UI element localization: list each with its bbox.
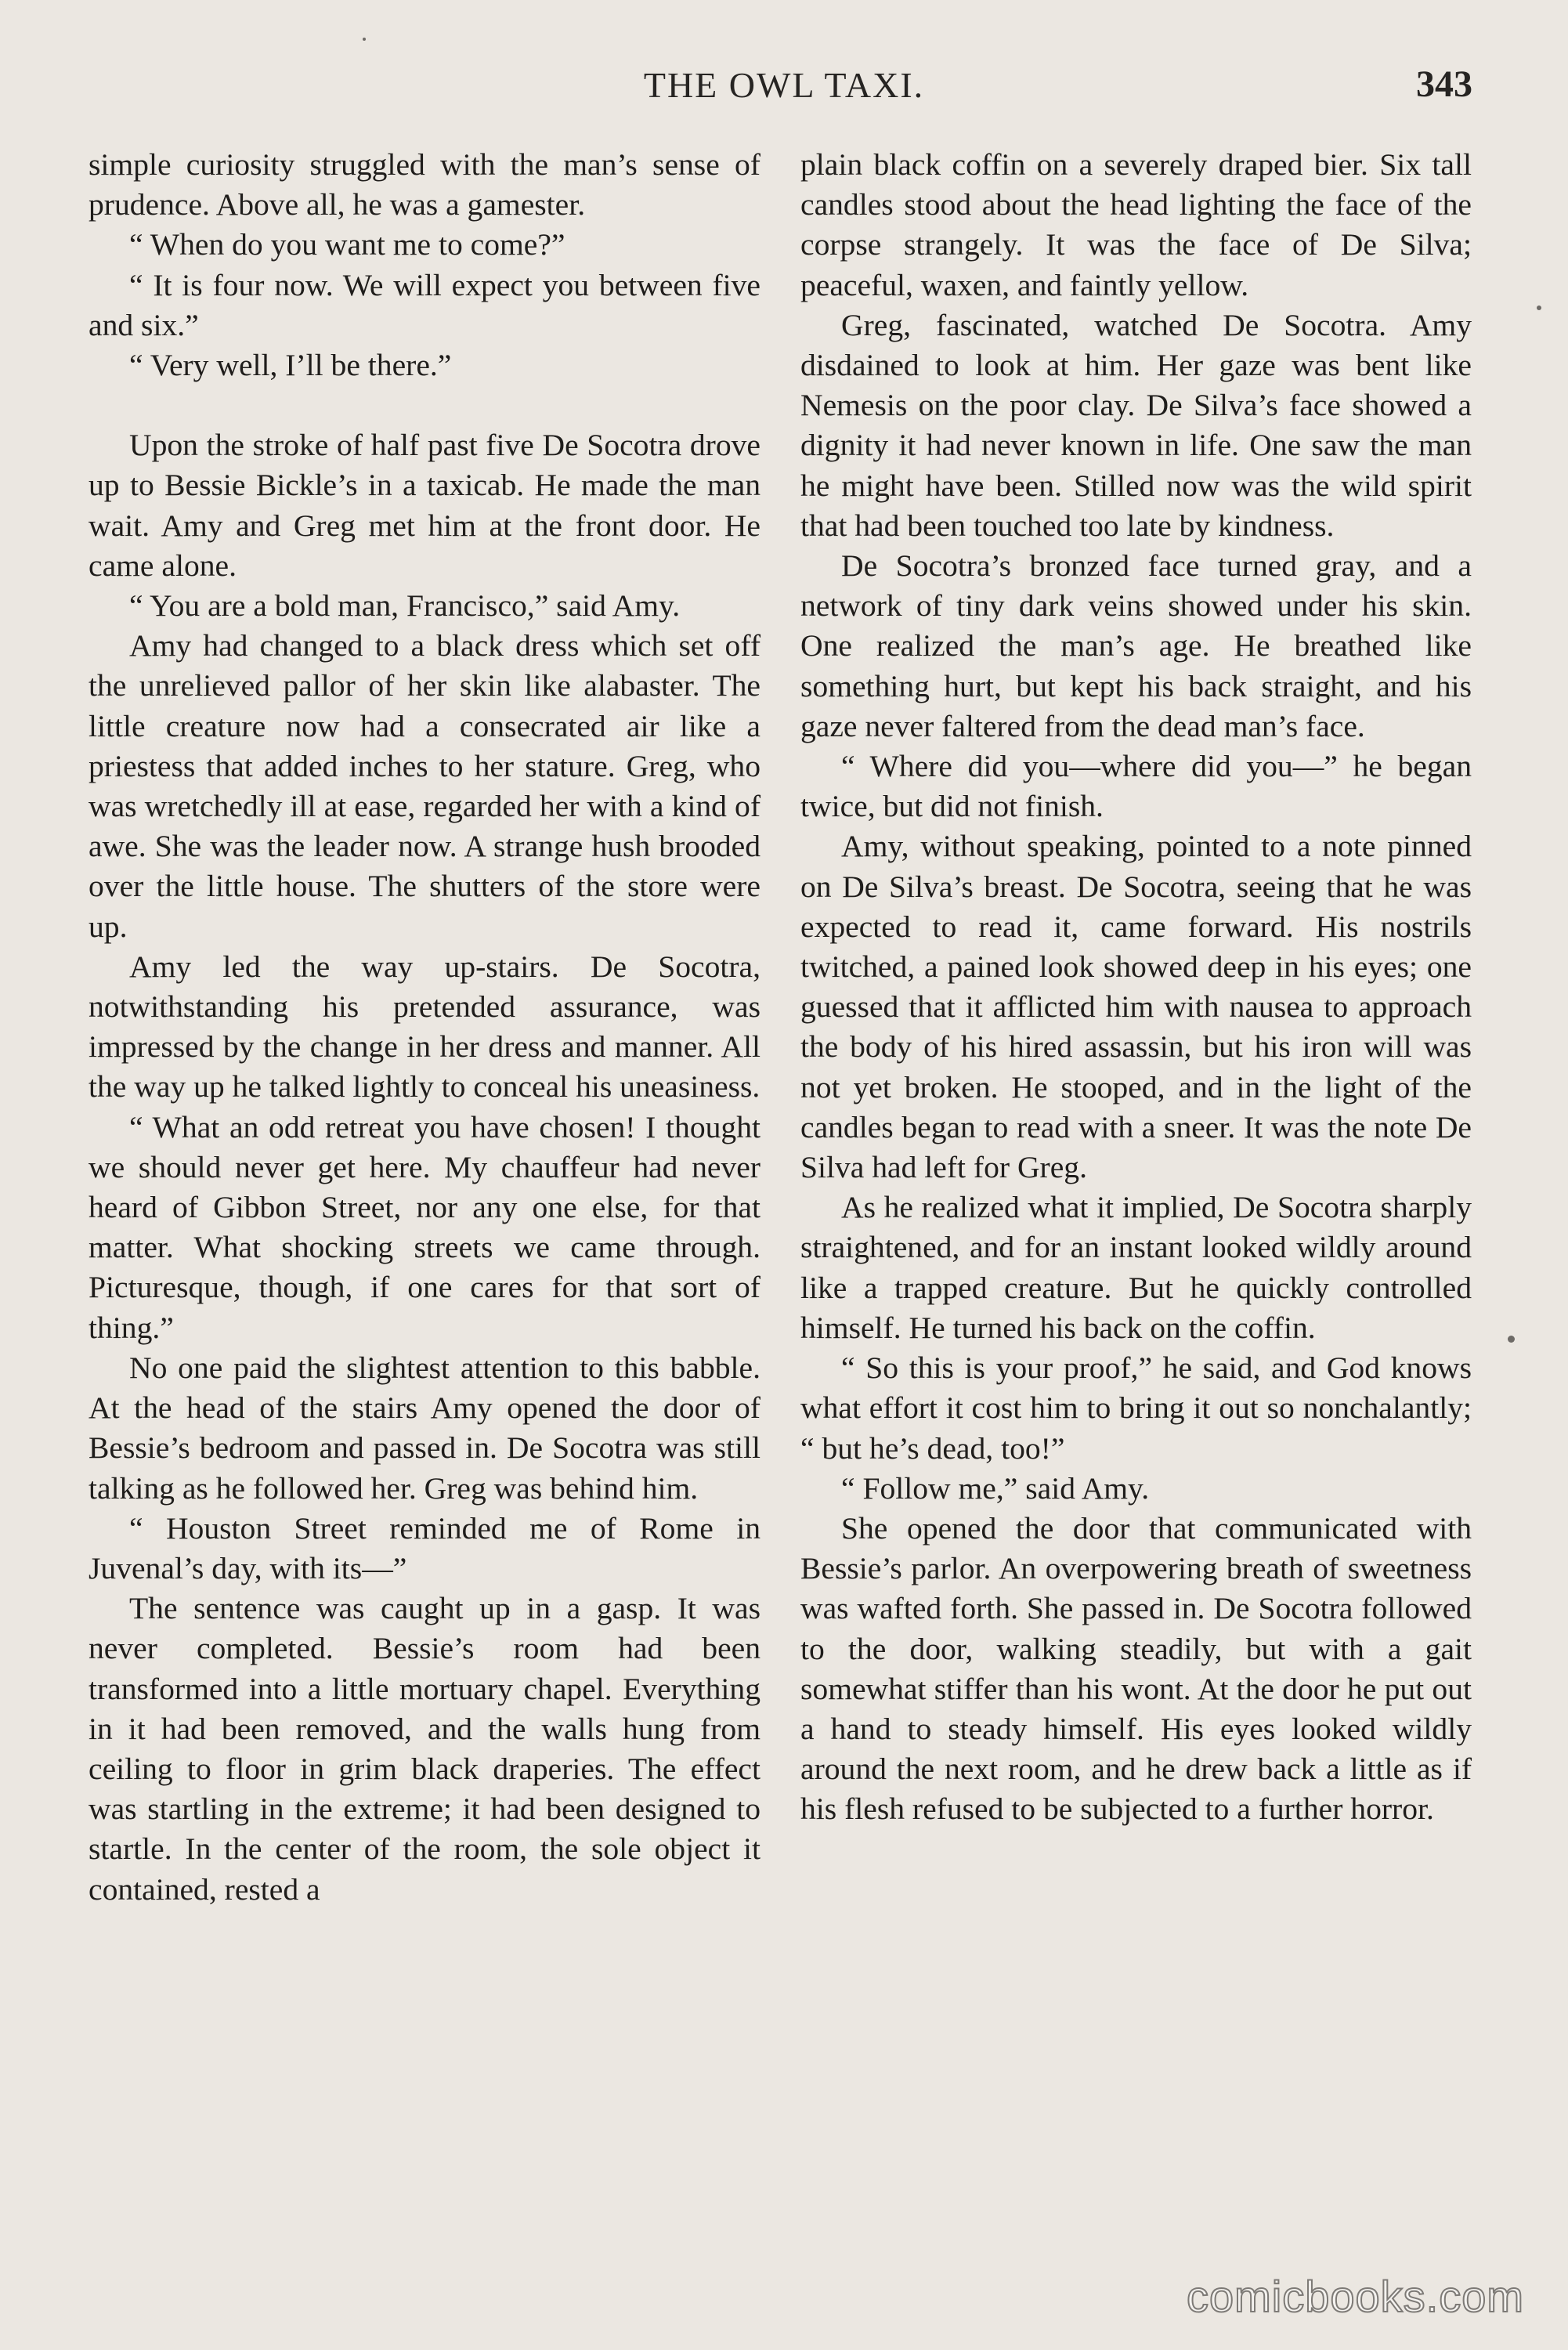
paragraph: As he realized what it implied, De Socotra sharply straightened, and for an instant looked wildly around like a trapped creature. But he quickly controlled himself. He turned his back on the coffin. [800,1190,1472,1345]
paragraph: Amy had changed to a black dress which set off the unrelieved pallor of her skin like alabaster. The little creature now had a consecrated air like a priestess that added inches to her stature. Greg, who was wretchedly ill at ease, regarded her with a kind of awe. She was the leader now. A strange hush brooded over the little house. The shutters of the store were up. [89,628,761,944]
paragraph: “ When do you want me to come?” [129,227,565,262]
right-column [800,145,1472,1830]
paragraph: Greg, fascinated, watched De Socotra. Amy disdained to look at him. Her gaze was bent like Nemesis on the poor clay. De Silva’s face showed a dignity it had never known in life. One saw the man he might have been. Stilled now was the wild spirit that had been touched too late by kindness. [800,307,1472,543]
paragraph: Amy, without speaking, pointed to a note pinned on De Silva’s breast. De Socotra, seeing that he was expected to read it, came forward. His nostrils twitched, a pained look showed deep in his eyes; one guessed that it afflicted him with nausea to approach the body of his hired assassin, but his iron will was not yet broken. He stooped, and in the light of the candles began to read with a sneer. It was the note De Silva had left for Greg. [800,829,1472,1185]
paragraph: “ It is four now. We will expect you between five and six.” [89,267,761,342]
paragraph: “ So this is your proof,” he said, and God knows what effort it cost him to bring it out so nonchalantly; “ but he’s dead, too!” [800,1350,1472,1466]
paragraph: “ Houston Street reminded me of Rome in Juvenal’s day, with its—” [89,1510,761,1585]
paragraph: “ Follow me,” said Amy. [841,1470,1150,1506]
paper-speck [363,38,366,41]
left-column [89,145,761,1910]
paragraph: “ What an odd retreat you have chosen! I thought we should never get here. My chauffeur had never heard of Gibbon Street, nor any one else, for that matter. What shocking streets we came through. Picturesque, though, if one cares for that sort of thing.” [89,1109,761,1345]
paragraph: “ Where did you—where did you—” he began twice, but did not finish. [800,749,1472,824]
paragraph: “ Very well, I’ll be there.” [129,348,452,383]
paper-speck [1537,306,1541,310]
page-number: 343 [1416,63,1472,105]
paragraph: plain black coffin on a severely draped bier. Six tall candles stood about the head lighting the face of the corpse strangely. It was the face of De Silva; peaceful, waxen, and faintly yellow. [800,147,1472,302]
paragraph: She opened the door that communicated with Bessie’s parlor. An overpowering breath of sweetness was wafted forth. She passed in. De Socotra followed to the door, walking steadily, but with a gait somewhat stiffer than his wont. At the door he put out a hand to steady himself. His eyes looked wildly around the next room, and he drew back a little as if his flesh refused to be subjected to a further horror. [800,1510,1472,1827]
paragraph: Amy led the way up-stairs. De Socotra, notwithstanding his pretended assurance, was impressed by the change in her dress and manner. All the way up he talked lightly to conceal his uneasiness. [89,949,761,1104]
paragraph: De Socotra’s bronzed face turned gray, and a network of tiny dark veins showed under his skin. One realized the man’s age. He breathed like something hurt, but kept his back straight, and his gaze never faltered from the dead man’s face. [800,548,1472,743]
running-head [0,64,1568,119]
paragraph: simple curiosity struggled with the man’s sense of prudence. Above all, he was a gamester. [89,147,761,222]
watermark-logo: comicbooks.com [1186,2272,1524,2321]
paper-speck [1508,1336,1515,1343]
section-break-paragraph: Upon the stroke of half past five De Socotra drove up to Bessie Bickle’s in a taxicab. He made the man wait. Amy and Greg met him at the front door. He came alone. [89,428,761,583]
running-title: THE OWL TAXI. [643,65,925,105]
paragraph: “ You are a bold man, Francisco,” said Amy. [129,588,681,624]
paragraph: No one paid the slightest attention to this babble. At the head of the stairs Amy opened the door of Bessie’s bedroom and passed in. De Socotra was still talking as he followed her. Greg was behind him. [89,1350,761,1506]
paragraph: The sentence was caught up in a gasp. It was never completed. Bessie’s room had been transformed into a little mortuary chapel. Everything in it had been removed, and the walls hung from ceiling to floor in grim black draperies. The effect was startling in the extreme; it had been designed to startle. In the center of the room, the sole object it contained, rested a [89,1591,761,1907]
